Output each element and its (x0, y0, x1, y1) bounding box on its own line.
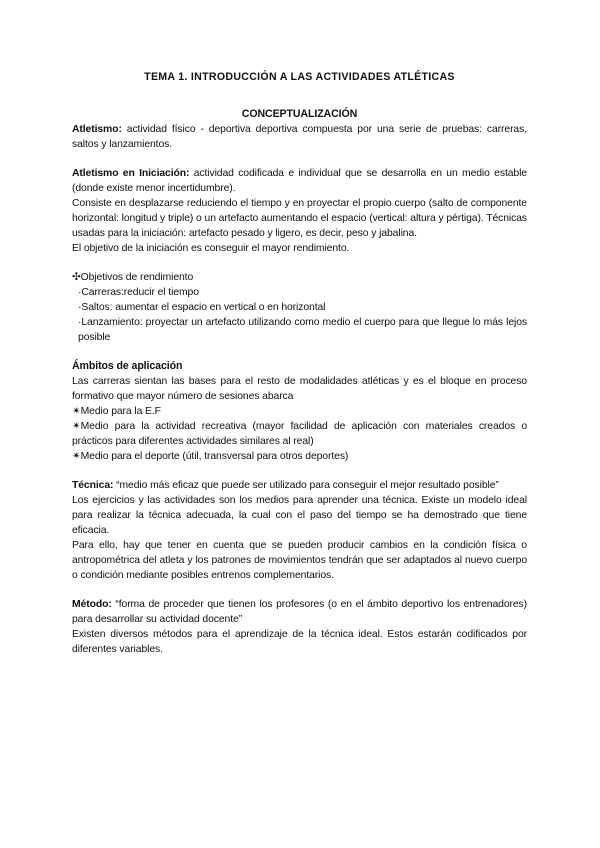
term-iniciacion: Atletismo en Iniciación: (72, 168, 190, 179)
document-title: TEMA 1. INTRODUCCIÓN A LAS ACTIVIDADES ATLÉTICAS (144, 71, 455, 83)
paragraph-atletismo (72, 122, 527, 152)
paragraph-metodo (72, 597, 527, 627)
definition-atletismo: actividad físico - deportiva deportiva compuesta por una serie de pruebas: carreras, saltos y lanzamientos. (72, 124, 527, 150)
ambitos-heading: Ámbitos de aplicación (72, 360, 183, 372)
list-item: ✴Medio para la actividad recreativa (mayor facilidad de aplicación con materiales creados o prácticos para diferentes actividades similares al real) (72, 421, 527, 447)
objetivos-list (72, 270, 527, 345)
cross-bullet-icon: ✣ (72, 272, 81, 283)
paragraph-iniciacion (72, 166, 527, 196)
definition-tecnica: “medio más eficaz que puede ser utilizado para conseguir el mejor resultado posible” (113, 480, 499, 491)
paragraph-tecnica (72, 478, 527, 493)
section-title-conceptualizacion: CONCEPTUALIZACIÓN (241, 108, 358, 120)
list-item: ·Carreras:reducir el tiempo (78, 287, 199, 298)
definition-metodo: “forma de proceder que tienen los profesores (o en el ámbito deportivo los entrenadores) para desarrollar su actividad docente” (72, 599, 527, 625)
definition-iniciacion: actividad codificada e individual que se desarrolla en un medio estable (donde existe menor incertidumbre). (72, 168, 527, 194)
term-tecnica: Técnica: (72, 480, 114, 491)
list-item: ·Lanzamiento: proyectar un artefacto utilizando como medio el cuerpo para que llegue lo más lejos posible (78, 317, 527, 343)
star-bullet-icon: ✴ (72, 451, 81, 462)
list-item: ✴Medio para la E.F (72, 406, 161, 417)
paragraph-metodo-variables: Existen diversos métodos para el aprendizaje de la técnica ideal. Estos estarán codificados por diferentes variables. (72, 629, 527, 655)
list-item: ·Saltos: aumentar el espacio en vertical o en horizontal (78, 302, 326, 313)
paragraph-tecnica-modelo: Los ejercicios y las actividades son los medios para aprender una técnica. Existe un modelo ideal para realizar la técnica adecuada, la cual con el paso del tiempo se ha demostrado que tiene eficacia. (72, 495, 527, 536)
document-body (72, 70, 527, 657)
paragraph-tecnica-adaptacion: Para ello, hay que tener en cuenta que se pueden producir cambios en la condición física o antropométrica del atleta y los patrones de movimientos tendrán que ser adaptados al nuevo cuerpo o condición mediante posibles entrenos complementarios. (72, 540, 527, 581)
paragraph-ambitos-intro: Las carreras sientan las bases para el resto de modalidades atléticas y es el bloque en proceso formativo que mayor número de sesiones abarca (72, 376, 527, 402)
objetivos-heading: ✣Objetivos de rendimiento (72, 272, 194, 283)
paragraph-iniciacion-desc: Consiste en desplazarse reduciendo el tiempo y en proyectar el propio cuerpo (salto de componente horizontal: longitud y triple) o un artefacto aumentando el espacio (vertical: altura y pértiga). Técnicas usadas para la iniciación: artefacto pesado y ligero, es decir, peso y jabalina. (72, 198, 527, 239)
paragraph-iniciacion-objetivo: El objetivo de la iniciación es conseguir el mayor rendimiento. (72, 243, 350, 254)
star-bullet-icon: ✴ (72, 421, 81, 432)
term-atletismo: Atletismo: (72, 124, 122, 135)
star-bullet-icon: ✴ (72, 406, 81, 417)
term-metodo: Método: (72, 599, 112, 610)
ambitos-list (72, 404, 527, 464)
list-item: ✴Medio para el deporte (útil, transversal para otros deportes) (72, 451, 349, 462)
